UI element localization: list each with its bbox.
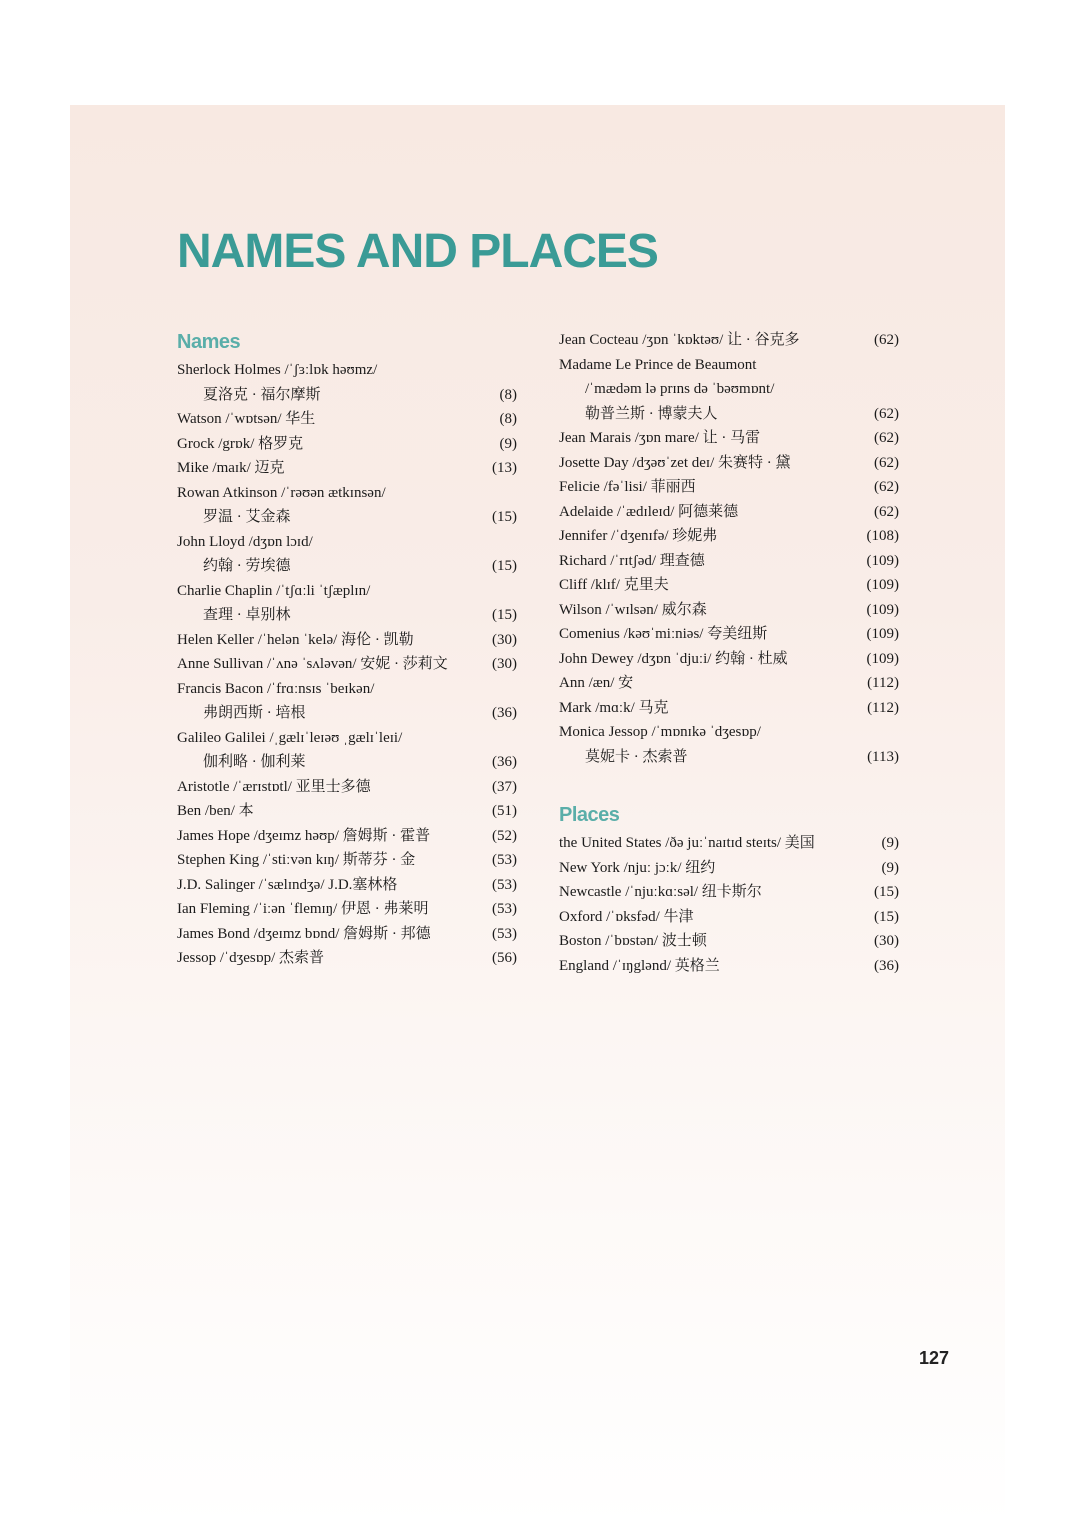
entry-page-number: (15)	[492, 509, 517, 525]
name-entry	[177, 946, 517, 971]
entry-page-number: (36)	[874, 957, 899, 974]
entry-text: /ˈmædəm lə prɪns də ˈbəʊmɒnt/	[585, 381, 775, 397]
place-entry	[559, 929, 899, 954]
name-entry	[559, 671, 899, 696]
entry-page-number: (53)	[492, 925, 517, 942]
places-heading: Places	[559, 804, 620, 826]
entry-text: James Bond /dʒeɪmz bɒnd/ 詹姆斯 · 邦德	[177, 925, 431, 942]
name-entry	[177, 358, 517, 407]
entry-page-number: (109)	[866, 577, 899, 593]
entry-page-number: (112)	[867, 675, 899, 691]
page-title: NAMES AND PLACES	[177, 225, 658, 278]
entry-page-number: (15)	[874, 884, 899, 900]
entry-text: Watson /ˈwɒtsən/ 华生	[177, 411, 316, 427]
entry-page-number: (53)	[492, 852, 517, 868]
name-entry	[559, 475, 899, 500]
entry-text: Charlie Chaplin /ˈtʃɑːli ˈtʃæplɪn/	[177, 582, 371, 599]
entry-page-number: (62)	[874, 430, 899, 446]
entry-text: Felicie /fəˈlisi/ 菲丽西	[559, 479, 696, 495]
entry-text: Francis Bacon /ˈfrɑːnsɪs ˈbeɪkən/	[177, 680, 375, 697]
name-entry	[559, 524, 899, 549]
entry-page-number: (30)	[874, 933, 899, 949]
name-entry	[177, 726, 517, 775]
entry-page-number: (109)	[866, 552, 899, 569]
entry-text: Comenius /kəʊˈmiːniəs/ 夸美纽斯	[559, 626, 768, 642]
entry-text: John Lloyd /dʒɒn lɔɪd/	[177, 533, 313, 550]
entry-page-number: (9)	[881, 859, 899, 876]
entry-page-number: (109)	[866, 626, 899, 642]
name-entry	[177, 432, 517, 457]
entry-text: Grock /grɒk/ 格罗克	[177, 435, 304, 452]
name-entry	[177, 775, 517, 800]
place-entry	[559, 856, 899, 881]
name-entry	[177, 456, 517, 481]
name-entry	[177, 897, 517, 922]
entry-text: Anne Sullivan /ˈʌnə ˈsʌləvən/ 安妮 · 莎莉文	[177, 656, 448, 672]
entry-page-number: (36)	[492, 705, 517, 721]
names-heading: Names	[177, 331, 241, 353]
name-entry	[559, 328, 899, 353]
entry-page-number: (30)	[492, 656, 517, 672]
name-entry	[177, 652, 517, 677]
entry-text: Rowan Atkinson /ˈrəʊən ætkɪnsən/	[177, 484, 386, 501]
entry-text: Jean Cocteau /ʒɒn ˈkɒktəʊ/ 让 · 谷克多	[559, 332, 800, 348]
entry-page-number: (37)	[492, 778, 517, 795]
entry-text: England /ˈɪŋglənd/ 英格兰	[559, 957, 720, 974]
name-entry	[559, 696, 899, 721]
entry-text: 莫妮卡 · 杰索普	[585, 748, 688, 765]
name-entry	[559, 647, 899, 672]
places-list	[559, 831, 899, 978]
entry-text: Monica Jessop /ˈmɒnɪkə ˈdʒesɒp/	[559, 724, 761, 740]
name-entry	[177, 628, 517, 653]
entry-text: Ben /ben/ 本	[177, 803, 254, 819]
entry-text: Oxford /ˈɒksfəd/ 牛津	[559, 908, 694, 925]
entry-page-number: (62)	[874, 332, 899, 348]
name-entry	[177, 922, 517, 947]
entry-page-number: (52)	[492, 827, 517, 844]
name-entry	[177, 799, 517, 824]
entry-page-number: (15)	[492, 558, 517, 574]
page-number: 127	[919, 1348, 950, 1368]
entry-text: Ann /æn/ 安	[559, 675, 634, 691]
entry-page-number: (109)	[866, 650, 899, 667]
entry-text: Stephen King /ˈstiːvən kɪŋ/ 斯蒂芬 · 金	[177, 852, 416, 868]
entry-text: Jessop /ˈdʒesɒp/ 杰索普	[177, 950, 324, 966]
name-entry	[177, 579, 517, 628]
left-column	[177, 328, 517, 971]
place-entry	[559, 954, 899, 979]
name-entry	[559, 549, 899, 574]
right-column	[559, 328, 899, 978]
entry-page-number: (53)	[492, 901, 517, 917]
entry-page-number: (36)	[492, 754, 517, 770]
entry-text: James Hope /dʒeɪmz həʊp/ 詹姆斯 · 霍普	[177, 827, 431, 844]
entry-text: Richard /ˈrɪtʃəd/ 理查德	[559, 552, 705, 569]
name-entry	[177, 824, 517, 849]
entry-page-number: (9)	[881, 835, 899, 851]
entry-text: Galileo Galilei /ˌgælɪˈleɪəʊ ˌgælɪˈleɪi/	[177, 729, 403, 746]
name-entry	[559, 500, 899, 525]
names-list	[177, 358, 517, 971]
entry-text: New York /njuː jɔːk/ 纽约	[559, 859, 716, 876]
entry-page-number: (62)	[874, 405, 899, 422]
entry-text: Mark /mɑːk/ 马克	[559, 699, 669, 716]
entry-page-number: (15)	[492, 607, 517, 623]
entry-page-number: (8)	[499, 411, 517, 427]
entry-text: Sherlock Holmes /ˈʃɜːlɒk həʊmz/	[177, 362, 378, 378]
entry-text: 勒普兰斯 · 博蒙夫人	[585, 405, 718, 422]
entry-page-number: (9)	[499, 435, 517, 452]
name-entry	[559, 451, 899, 476]
entry-page-number: (109)	[866, 601, 899, 618]
name-entry	[177, 481, 517, 530]
entry-text: John Dewey /dʒɒn ˈdjuːi/ 约翰 · 杜威	[559, 650, 788, 667]
entry-page-number: (113)	[867, 748, 899, 765]
entry-page-number: (112)	[867, 699, 899, 716]
entry-text: Jennifer /ˈdʒenɪfə/ 珍妮弗	[559, 528, 718, 544]
name-entry	[559, 426, 899, 451]
entry-text: Ian Fleming /ˈiːən ˈflemɪŋ/ 伊恩 · 弗莱明	[177, 901, 429, 917]
entry-page-number: (108)	[866, 528, 899, 544]
entry-page-number: (62)	[874, 479, 899, 495]
names-continued-list	[559, 328, 899, 769]
name-entry	[177, 873, 517, 898]
name-entry	[177, 848, 517, 873]
entry-text: Cliff /klɪf/ 克里夫	[559, 577, 669, 593]
entry-page-number: (13)	[492, 460, 517, 476]
entry-text: 伽利略 · 伽利莱	[203, 754, 306, 770]
entry-page-number: (53)	[492, 876, 517, 893]
name-entry	[177, 407, 517, 432]
entry-text: the United States /ðə juːˈnaɪtɪd steɪts/ 美国	[559, 835, 815, 851]
entry-text: 夏洛克 · 福尔摩斯	[203, 386, 321, 403]
place-entry	[559, 880, 899, 905]
entry-page-number: (62)	[874, 503, 899, 520]
entry-text: 约翰 · 劳埃德	[203, 558, 291, 574]
entry-text: Mike /maɪk/ 迈克	[177, 460, 285, 476]
entry-text: J.D. Salinger /ˈsælɪndʒə/ J.D.塞林格	[177, 876, 398, 893]
entry-text: Josette Day /dʒəʊˈzet deɪ/ 朱赛特 · 黛	[559, 454, 791, 471]
entry-text: Madame Le Prince de Beaumont	[559, 356, 757, 373]
entry-text: 弗朗西斯 · 培根	[203, 705, 306, 721]
entry-text: Newcastle /ˈnjuːkɑːsəl/ 纽卡斯尔	[559, 884, 762, 900]
place-entry	[559, 831, 899, 856]
entry-page-number: (56)	[492, 950, 517, 966]
name-entry	[559, 353, 899, 427]
entry-text: Helen Keller /ˈhelən ˈkelə/ 海伦 · 凯勒	[177, 631, 414, 648]
entry-text: Adelaide /ˈædɪleɪd/ 阿德莱德	[559, 503, 739, 520]
entry-page-number: (8)	[499, 386, 517, 403]
name-entry	[177, 530, 517, 579]
entry-page-number: (62)	[874, 454, 899, 471]
name-entry	[559, 720, 899, 769]
entry-page-number: (30)	[492, 631, 517, 648]
entry-text: Aristotle /ˈærɪstɒtl/ 亚里士多德	[177, 778, 371, 795]
entry-text: 查理 · 卓别林	[203, 607, 291, 623]
name-entry	[559, 598, 899, 623]
entry-page-number: (51)	[492, 803, 517, 819]
entry-text: Jean Marais /ʒɒn mare/ 让 · 马雷	[559, 430, 761, 446]
name-entry	[177, 677, 517, 726]
place-entry	[559, 905, 899, 930]
name-entry	[559, 573, 899, 598]
entry-text: 罗温 · 艾金森	[203, 509, 291, 525]
entry-text: Wilson /ˈwɪlsən/ 威尔森	[559, 601, 707, 618]
name-entry	[559, 622, 899, 647]
entry-page-number: (15)	[874, 908, 899, 925]
entry-text: Boston /ˈbɒstən/ 波士顿	[559, 933, 707, 949]
